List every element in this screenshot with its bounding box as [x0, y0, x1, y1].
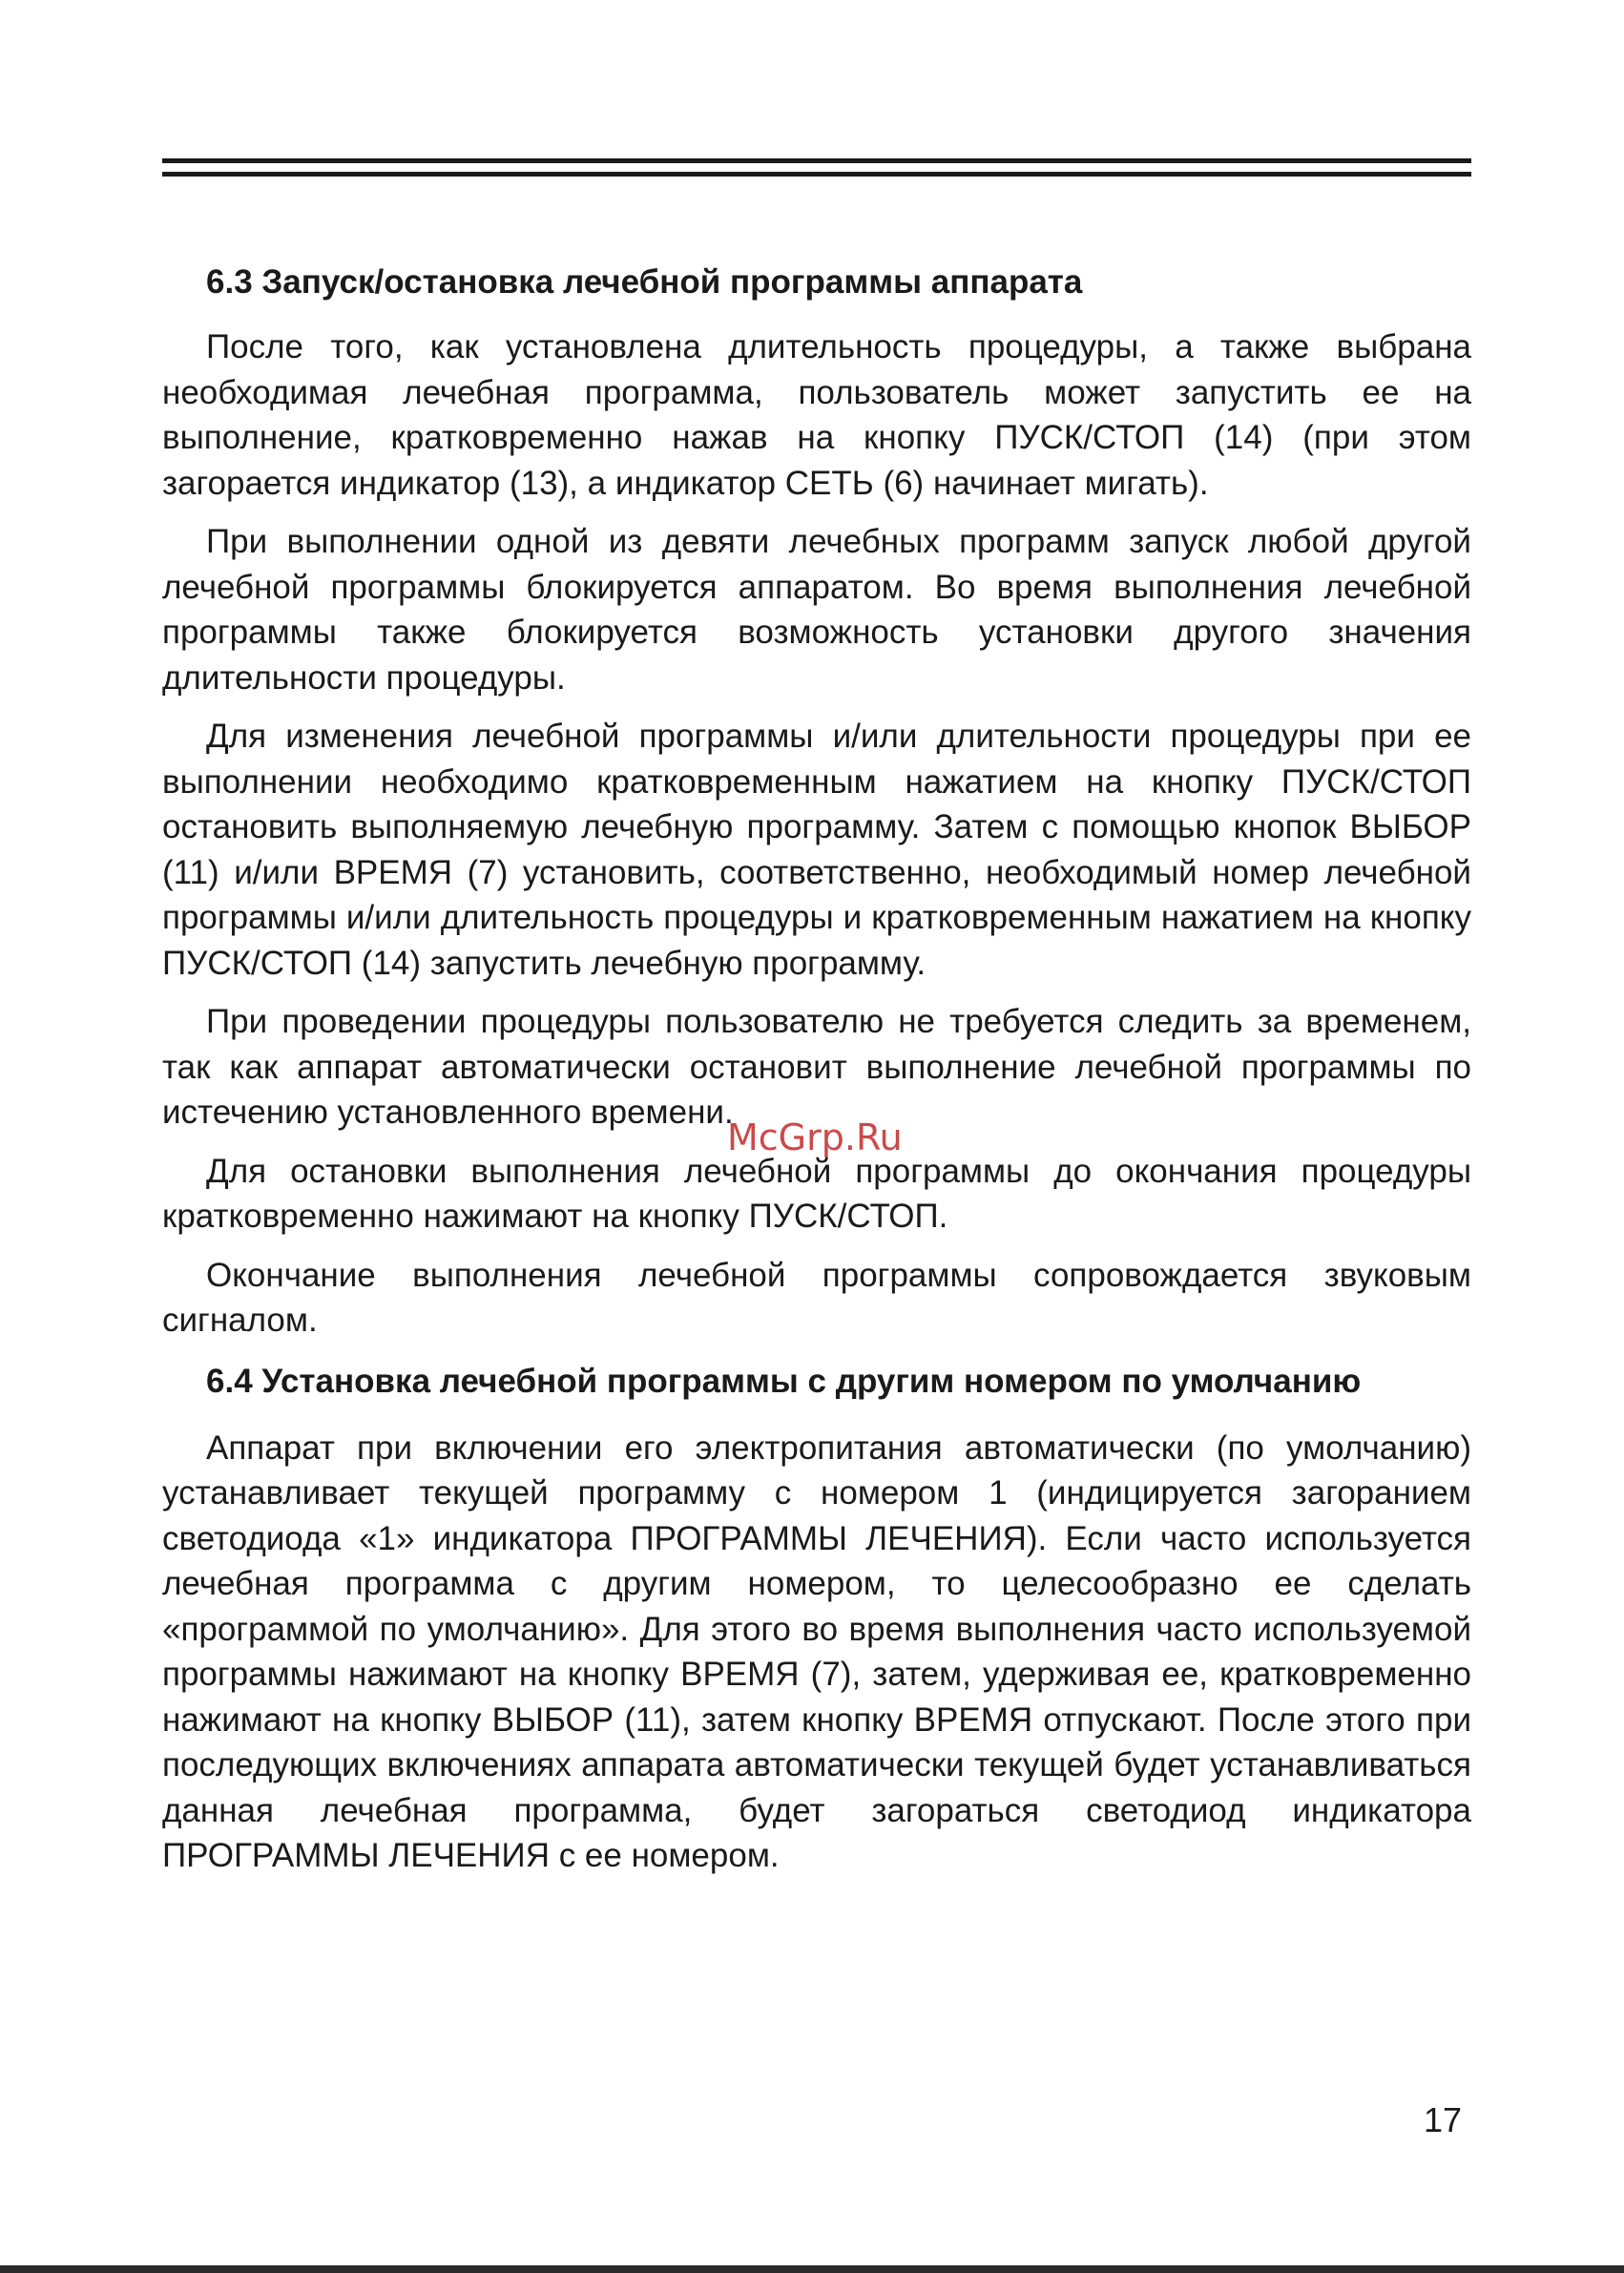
section-6-3-paragraph-5: Для остановки выполнения лечебной программы до окончания процедуры кратковременно нажимают на кнопку ПУСК/СТОП.: [162, 1152, 1471, 1235]
section-6-3-paragraph-3: Для изменения лечебной программы и/или длительности процедуры при ее выполнении необходимо кратковременным нажатием на кнопку ПУСК/СТОП остановить выполняемую лечебную программу. Затем с помощью кнопок ВЫБОР (11) и/или ВРЕМЯ (7) установить, соответственно, необходимый номер лечебной программы и/или длительность процедуры и кратковременным нажатием на кнопку ПУСК/СТОП (14) запустить лечебную программу.: [162, 718, 1471, 982]
header-rule-top: [162, 158, 1471, 163]
header-rule-bottom: [162, 172, 1471, 177]
section-6-3-paragraph-4: При проведении процедуры пользователю не требуется следить за временем, так как аппарат автоматически остановит выполнение лечебной программы по истечению установленного времени.: [162, 1003, 1471, 1131]
section-6-4-paragraph-1: Аппарат при включении его электропитания автоматически (по умолчанию) устанавливает текущей программу с номером 1 (индицируется загоранием светодиода «1» индикатора ПРОГРАММЫ ЛЕЧЕНИЯ). Если часто используется лечебная программа с другим номером, то целесообразно ее сделать «программой по умолчанию». Для этого во время выполнения часто используемой программы нажимают на кнопку ВРЕМЯ (7), затем, удерживая ее, кратковременно нажимают на кнопку ВЫБОР (11), затем кнопку ВРЕМЯ отпускают. После этого при последующих включениях аппарата автоматически текущей будет устанавливаться данная лечебная программа, будет загораться светодиод индикатора ПРОГРАММЫ ЛЕЧЕНИЯ с ее номером.: [162, 1428, 1471, 1874]
page-content: [162, 260, 1471, 1892]
section-6-4-title: 6.4 Установка лечебной программы с другим номером по умолчанию: [206, 1362, 1362, 1400]
page-number: 17: [1423, 2100, 1462, 2139]
section-6-3-title: 6.3 Запуск/остановка лечебной программы аппарата: [206, 263, 1083, 301]
watermark: McGrp.Ru: [727, 1116, 903, 1158]
section-6-3-paragraph-1: После того, как установлена длительность процедуры, а также выбрана необходимая лечебная программа, пользователь может запустить ее на выполнение, кратковременно нажав на кнопку ПУСК/СТОП (14) (при этом загорается индикатор (13), а индикатор СЕТЬ (6) начинает мигать).: [162, 328, 1471, 502]
section-6-3-paragraph-2: При выполнении одной из девяти лечебных программ запуск любой другой лечебной программы блокируется аппаратом. Во время выполнения лечебной программы также блокируется возможность установки другого значения длительности процедуры.: [162, 523, 1471, 697]
section-6-3-paragraph-6: Окончание выполнения лечебной программы сопровождается звуковым сигналом.: [162, 1256, 1471, 1339]
bottom-edge-bar: [0, 2265, 1624, 2273]
